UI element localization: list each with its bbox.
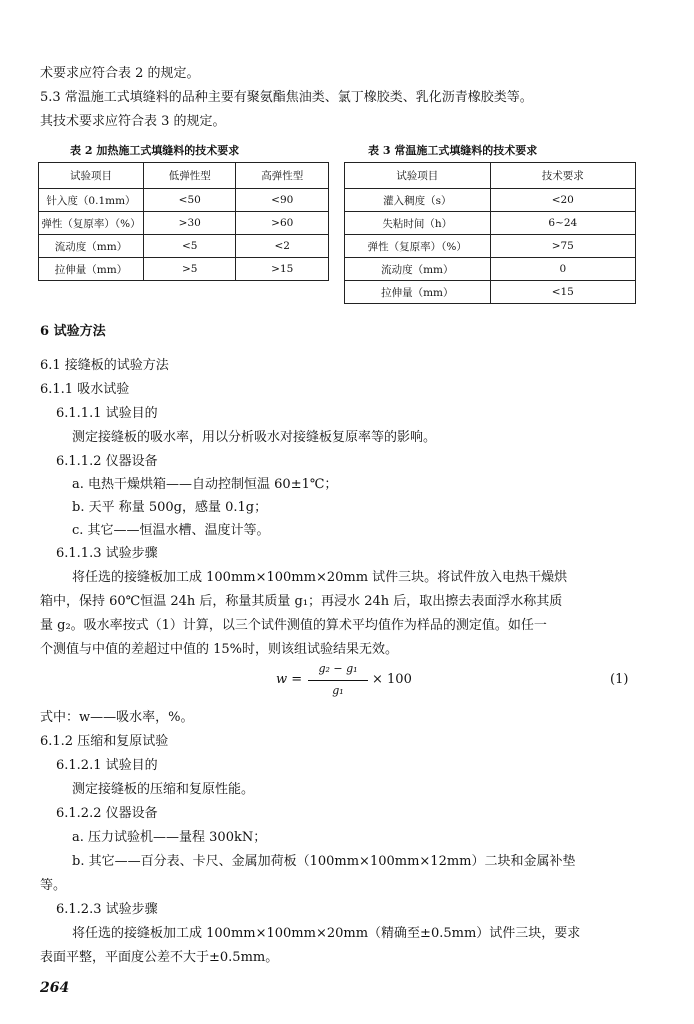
formula-denominator: g₁ [332, 684, 344, 697]
paragraph-line: 测定接缝板的吸水率，用以分析吸水对接缝板复原率等的影响。 [72, 430, 437, 445]
table-header: 低弹性型 [143, 163, 236, 189]
table-row [345, 258, 636, 281]
formula-lhs: w = [276, 672, 303, 687]
table-cell: <90 [236, 189, 329, 212]
table-row [39, 212, 329, 235]
section-heading-6-1-1-3: 6.1.1.3 试验步骤 [56, 546, 158, 561]
paragraph-line: 箱中，保持 60℃恒温 24h 后，称量其质量 g₁；再浸水 24h 后，取出擦去表面浮水称其质 [40, 594, 563, 609]
section-heading-6-1-2-2: 6.1.2.2 仪器设备 [56, 806, 158, 821]
section-heading-6-1: 6.1 接缝板的试验方法 [40, 358, 169, 373]
formula-rhs: × 100 [372, 672, 412, 687]
list-item: b. 其它——百分表、卡尺、金属加荷板（100mm×100mm×12mm）二块和金属补垫 [72, 854, 576, 869]
fraction-bar [308, 680, 368, 681]
table-row [345, 281, 636, 304]
table-header: 试验项目 [39, 163, 144, 189]
paragraph-line: 量 g₂。吸水率按式（1）计算，以三个试件测值的算术平均值作为样品的测定值。如任一 [40, 618, 547, 633]
section-heading-6-1-2-1: 6.1.2.1 试验目的 [56, 758, 158, 773]
paragraph-line: 将任选的接缝板加工成 100mm×100mm×20mm（精确至±0.5mm）试件三块，要求 [72, 926, 581, 941]
table-cell: 针入度（0.1mm） [39, 189, 144, 212]
page-number: 264 [40, 980, 70, 996]
list-item: a. 压力试验机——量程 300kN； [72, 830, 267, 845]
section-heading-6: 6 试验方法 [40, 324, 106, 339]
table-cell: <2 [236, 235, 329, 258]
paragraph-line: 个测值与中值的差超过中值的 15%时，则该组试验结果无效。 [40, 642, 399, 657]
formula-numerator: g₂ − g₁ [318, 662, 358, 675]
table-cell: 拉伸量（mm） [39, 258, 144, 281]
table-cell: 弹性（复原率）（%） [345, 235, 491, 258]
table-cell: 6~24 [490, 212, 635, 235]
table-cell: >5 [143, 258, 236, 281]
section-heading-6-1-1: 6.1.1 吸水试验 [40, 382, 130, 397]
table-row [39, 189, 329, 212]
table-row [345, 235, 636, 258]
table-cell: <15 [490, 281, 635, 304]
table-cell: 流动度（mm） [39, 235, 144, 258]
table-cell: 流动度（mm） [345, 258, 491, 281]
list-item: a. 电热干燥烘箱——自动控制恒温 60±1℃； [72, 477, 338, 492]
table-2 [38, 162, 329, 281]
table-row [345, 212, 636, 235]
table-cell: 弹性（复原率）（%） [39, 212, 144, 235]
table-cell: 灌入稠度（s） [345, 189, 491, 212]
table-header: 试验项目 [345, 163, 491, 189]
table-cell: >75 [490, 235, 635, 258]
paragraph-line: 测定接缝板的压缩和复原性能。 [72, 782, 255, 797]
table-cell: <50 [143, 189, 236, 212]
clause-5-3: 5.3 常温施工式填缝料的品种主要有聚氨酯焦油类、氯丁橡胶类、乳化沥青橡胶类等。 [40, 90, 533, 105]
table-header: 高弹性型 [236, 163, 329, 189]
table-cell: <5 [143, 235, 236, 258]
table-row [345, 189, 636, 212]
table-3 [344, 162, 636, 304]
formula-number: (1) [610, 672, 629, 687]
list-item: c. 其它——恒温水槽、温度计等。 [72, 523, 270, 538]
table-cell: <20 [490, 189, 635, 212]
paragraph-line: 表面平整，平面度公差不大于±0.5mm。 [40, 950, 279, 965]
table-2-caption: 表 2 加热施工式填缝料的技术要求 [70, 144, 240, 157]
paragraph-line: 将任选的接缝板加工成 100mm×100mm×20mm 试件三块。将试件放入电热干燥烘 [72, 570, 568, 585]
list-item: b. 天平 称量 500g，感量 0.1g； [72, 500, 268, 515]
table-cell: >60 [236, 212, 329, 235]
list-item: 等。 [40, 878, 67, 893]
paragraph-line: 其技术要求应符合表 3 的规定。 [40, 114, 226, 129]
table-header: 技术要求 [490, 163, 635, 189]
table-row [39, 258, 329, 281]
table-cell: 0 [490, 258, 635, 281]
table-row [39, 235, 329, 258]
section-heading-6-1-2: 6.1.2 压缩和复原试验 [40, 734, 169, 749]
formula-where: 式中：w——吸水率，%。 [40, 710, 194, 725]
table-cell: >30 [143, 212, 236, 235]
table-cell: 拉伸量（mm） [345, 281, 491, 304]
table-cell: 失粘时间（h） [345, 212, 491, 235]
section-heading-6-1-1-2: 6.1.1.2 仪器设备 [56, 454, 158, 469]
section-heading-6-1-2-3: 6.1.2.3 试验步骤 [56, 902, 158, 917]
table-3-caption: 表 3 常温施工式填缝料的技术要求 [368, 144, 538, 157]
paragraph-line: 术要求应符合表 2 的规定。 [40, 66, 200, 81]
table-cell: >15 [236, 258, 329, 281]
section-heading-6-1-1-1: 6.1.1.1 试验目的 [56, 406, 158, 421]
